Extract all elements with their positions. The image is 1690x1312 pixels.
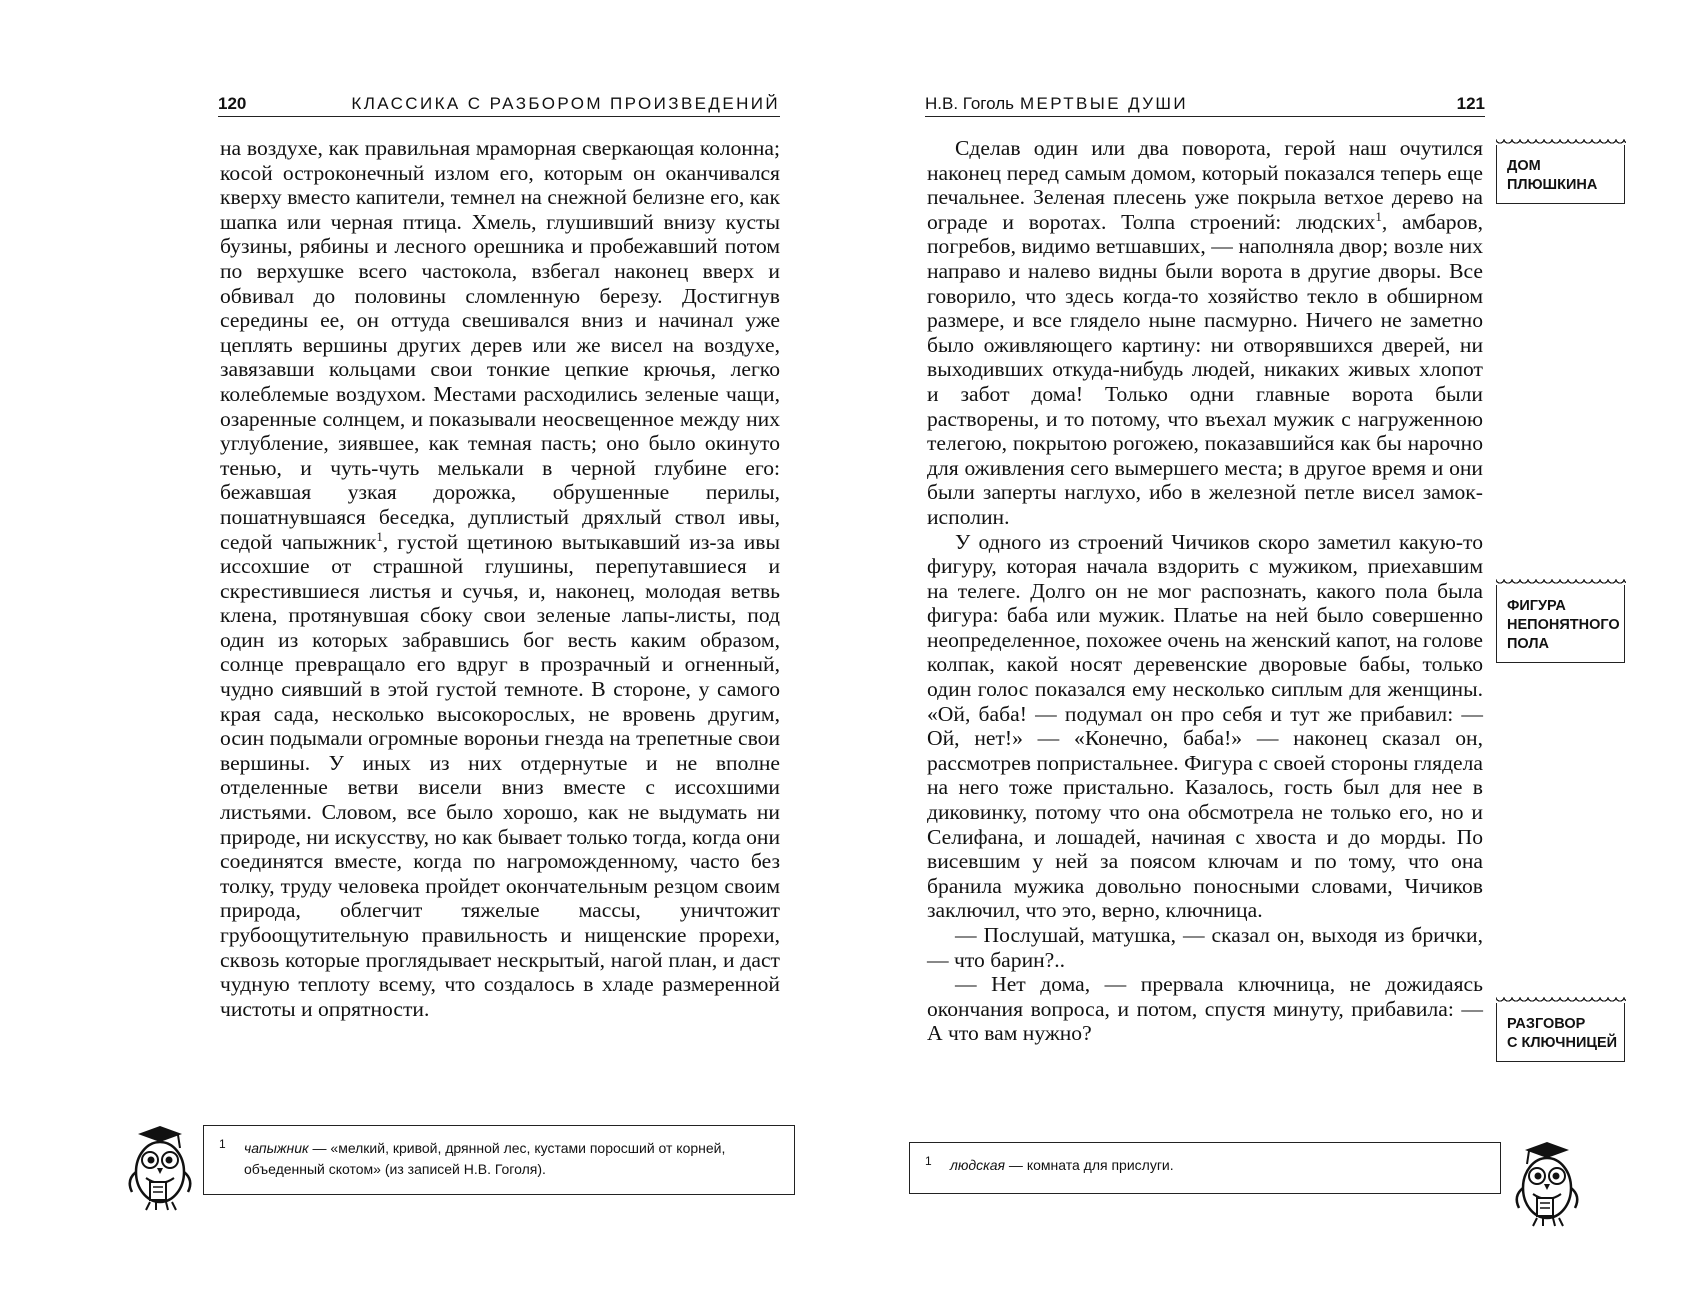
footnote-text: — «мелкий, кривой, дрянной лес, кустами поросший от корней, объеденный скотом» (из записей Н.В. Гоголя).	[244, 1140, 726, 1177]
book-title: МЕРТВЫЕ ДУШИ	[1020, 94, 1189, 113]
body-paragraph: У одного из строений Чичиков скоро заметил какую-то фигуру, которая начала вздорить с мужиком, приехавшим на телеге. Долго он не мог распознать, какого пола была фигура: баба или мужик. Платье на ней было совершенно неопределенное, похожее очень на женский капот, на голове колпак, какой носят деревенские дворовые бабы, только один голос показался ему несколько сиплым для женщины. «Ой, баба! — подумал он про себя и тут же прибавил: — Ой, нет!» — «Конечно, баба!» — наконец сказал он, рассмотрев попристальнее. Фигура с своей стороны глядела на него тоже пристально. Казалось, гость был для нее в диковинку, потому что она обсмотрела не только его, но и Селифана, и лошадей, начиная с хвоста и до морды. По висевшим у ней за поясом ключам и по тому, что она бранила мужика довольно поносными словами, Чичиков заключил, что это, верно, ключница.	[927, 529, 1483, 923]
margin-note-dom-plyushkina	[1496, 145, 1625, 204]
footnote-number: 1	[219, 1137, 226, 1151]
running-header-left	[218, 94, 780, 117]
page-number-right: 121	[1456, 94, 1485, 113]
author-name: Н.В. Гоголь	[925, 94, 1014, 113]
page-number-left: 120	[218, 94, 247, 113]
footnote-box-right	[909, 1142, 1501, 1194]
footnote-term: людская	[950, 1157, 1006, 1173]
margin-note-line: ФИГУРА	[1507, 598, 1566, 614]
margin-note-line: РАЗГОВОР	[1507, 1016, 1586, 1032]
body-text-right	[927, 136, 1483, 1046]
running-header-right	[925, 94, 1485, 117]
footnote-term: чапыжник	[244, 1140, 309, 1156]
paragraph-text-cont: , амбаров, погребов, видимо ветшавших, — наполняла двор; возле них направо и налево видны были ворота в другие дворы. Все говорило, что здесь когда-то хозяйство текло в обширном размере, и все глядело ныне пасмурно. Ничего не заметно было оживляющего картину: ни отворявшихся дверей, ни выходивших откуда-нибудь людей, никаких живых хлопот и забот дома! Только одни главные ворота были растворены, и то потому, что въехал мужик с нагруженною телегою, покрытою рогожею, показавшийся как бы нарочно для оживления сего вымершего места; в другое время и они были заперты наглухо, ибо в железной петле висел замок-исполин.	[927, 209, 1483, 529]
margin-note-line: ПОЛА	[1507, 636, 1549, 652]
footnote-body	[244, 1138, 780, 1180]
running-title-left: КЛАССИКА С РАЗБОРОМ ПРОИЗВЕДЕНИЙ	[351, 94, 780, 113]
body-paragraph	[927, 136, 1483, 530]
margin-note-line: С КЛЮЧНИЦЕЙ	[1507, 1035, 1618, 1051]
body-paragraph: — Нет дома, — прервала ключница, не дожидаясь окончания вопроса, и потом, спустя минуту, прибавила: — А что вам нужно?	[927, 972, 1483, 1046]
footnote-number: 1	[925, 1154, 932, 1168]
footnote-ref[interactable]: 1	[376, 528, 383, 544]
running-title-right	[925, 94, 1188, 114]
owl-scholar-icon	[1507, 1138, 1587, 1228]
footnote-body	[950, 1155, 1486, 1176]
right-page	[845, 0, 1690, 1312]
footnote-text: — комната для прислуги.	[1005, 1157, 1174, 1173]
margin-note-line: ДОМ	[1507, 158, 1541, 174]
footnote-ref[interactable]: 1	[1375, 208, 1382, 224]
paragraph-text: Сделав один или два поворота, герой наш очутился наконец перед самым домом, который показался теперь еще печальнее. Зеленая плесень уже покрыла ветхое дерево на ограде и воротах. Толпа строений: людских	[927, 136, 1483, 234]
margin-note-figura	[1496, 585, 1625, 663]
footnote-box-left	[203, 1125, 795, 1195]
body-paragraph: — Послушай, матушка, — сказал он, выходя из брички, — что барин?..	[927, 923, 1483, 972]
margin-note-line: НЕПОНЯТНОГО	[1507, 617, 1620, 633]
margin-note-line: ПЛЮШКИНА	[1507, 177, 1598, 193]
body-paragraph-cont: , густой щетиною вытыкавший из-за ивы иссохшие от страшной глушины, перепутавшиеся и скрестившиеся листья и сучья, и, наконец, молодая ветвь клена, протянувшая сбоку свои зеленые лапы-листы, под один из которых забравшись бог весть каким образом, солнце превращало его вдруг в прозрачный и огненный, чудно сиявший в этой густой темноте. В стороне, у самого края сада, несколько высокорослых, не вровень другим, осин подымали огромные вороньи гнезда на трепетные свои вершины. У иных из них отдернутые и не вполне отделенные ветви висели вниз вместе с иссохшими листьями. Словом, все было хорошо, как не выдумать ни природе, ни искусству, но как бывает только тогда, когда они соединятся вместе, когда по нагроможденному, часто без толку, труду человека пройдет окончательным резцом своим природа, облегчит тяжелые массы, уничтожит грубоощутительную правильность и нищенские прорехи, сквозь которые проглядывает нескрытый, нагой план, и даст чудную теплоту всему, что создалось в хладе размеренной чистоты и опрятности.	[220, 529, 781, 1021]
body-text-left	[220, 136, 780, 1021]
owl-scholar-icon	[120, 1122, 200, 1212]
body-paragraph: на воздухе, как правильная мраморная сверкающая колонна; косой остроконечный излом его, которым он оканчивался кверху вместо капители, темнел на снежной белизне его, как шапка или черная птица. Хмель, глушивший внизу кусты бузины, рябины и лесного орешника и пробежавший потом по верхушке всего частокола, взбегал наконец вверх и обвивал до половины сломленную березу. Достигнув середины ее, он оттуда свешивался вниз и начинал уже цеплять вершины других дерев или же висел на воздухе, завязавши кольцами свои тонкие цепкие крючья, легко колеблемые воздухом. Местами расходились зеленые чащи, озаренные солнцем, и показывали неосвещенное между них углубление, зиявшее, как темная пасть; оно было окинуто тенью, и чуть-чуть мелькали в черной глубине его: бежавшая узкая дорожка, обрушенные перилы, пошатнувшаяся беседка, дуплистый дряхлый ствол ивы, седой чапыжник	[220, 136, 780, 554]
margin-note-razgovor	[1496, 1003, 1625, 1062]
